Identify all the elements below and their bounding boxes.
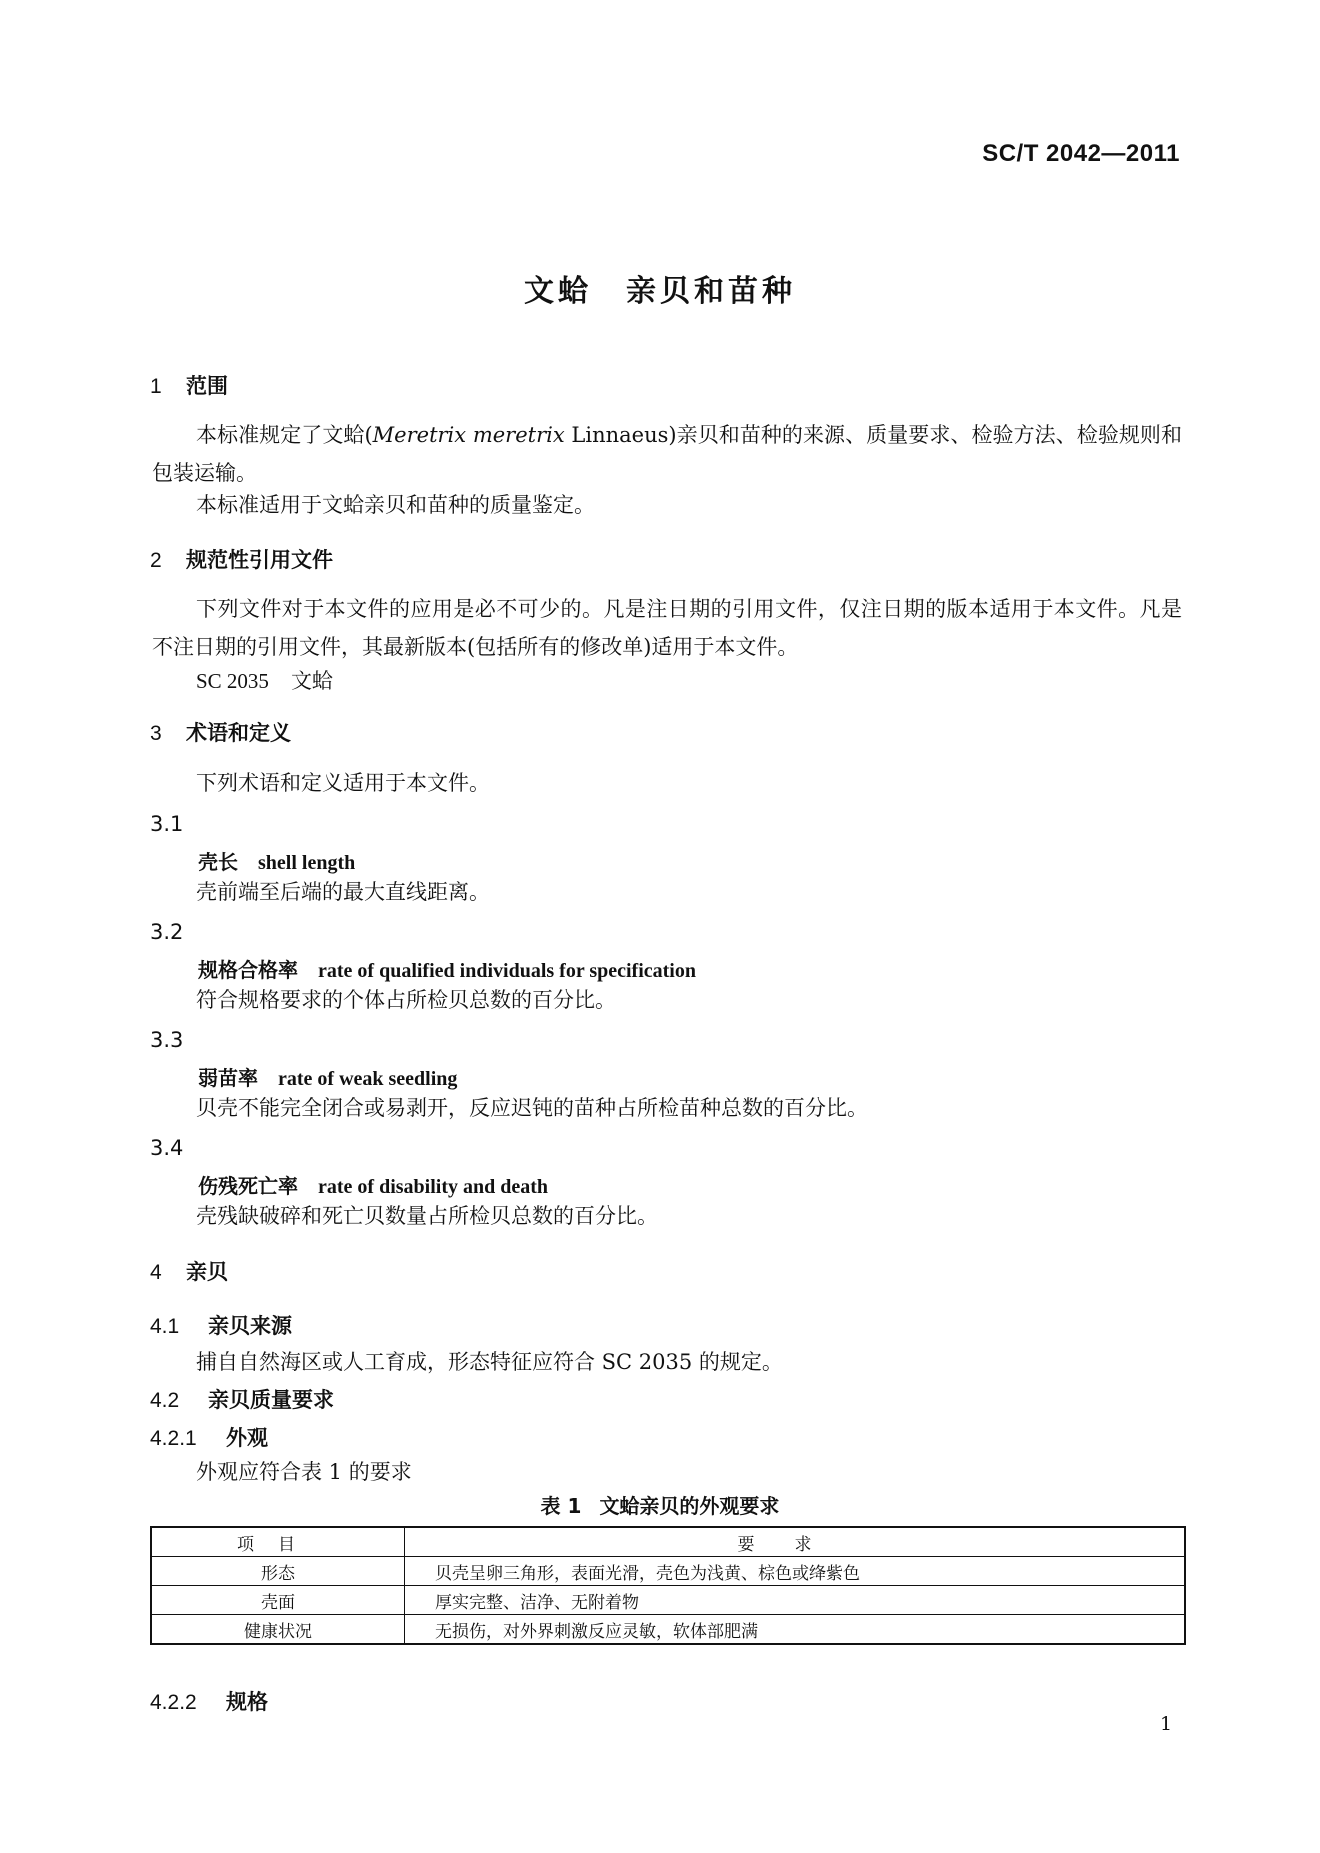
term-3-2-definition: 符合规格要求的个体占所检贝总数的百分比。 <box>196 988 616 1012</box>
section-4-heading: 4 亲贝 <box>150 1260 228 1284</box>
table-row: 壳面 厚实完整、洁净、无附着物 <box>151 1586 1185 1615</box>
term-3-4-definition: 壳残缺破碎和死亡贝数量占所检贝总数的百分比。 <box>196 1204 658 1228</box>
section-1-paragraph-2: 本标准适用于文蛤亲贝和苗种的质量鉴定。 <box>196 493 595 517</box>
section-4-2-1-paragraph: 外观应符合表 1 的要求 <box>196 1460 412 1484</box>
section-2-heading: 2 规范性引用文件 <box>150 548 333 572</box>
section-1-heading: 1 范围 <box>150 374 228 398</box>
table-1-caption: 表 1 文蛤亲贝的外观要求 <box>540 1494 780 1518</box>
table-row: 形态 贝壳呈卵三角形，表面光滑，壳色为浅黄、棕色或绛紫色 <box>151 1557 1185 1586</box>
section-3-intro: 下列术语和定义适用于本文件。 <box>196 771 490 795</box>
term-3-1-title: 壳长 shell length <box>198 850 356 874</box>
term-3-1-definition: 壳前端至后端的最大直线距离。 <box>196 880 490 904</box>
species-name: Meretrix meretrix <box>372 423 565 447</box>
section-3-heading: 3 术语和定义 <box>150 721 291 745</box>
appearance-requirements-table <box>150 1526 1186 1645</box>
term-3-3-number: 3.3 <box>150 1028 184 1052</box>
table-header-requirement: 要求 <box>405 1527 1186 1557</box>
term-3-4-title: 伤残死亡率 rate of disability and death <box>198 1174 549 1198</box>
term-3-4-number: 3.4 <box>150 1136 184 1160</box>
section-2-paragraph-1: 下列文件对于本文件的应用是必不可少的。凡是注日期的引用文件，仅注日期的版本适用于本文件。凡是不注日期的引用文件，其最新版本(包括所有的修改单)适用于本文件。 <box>152 597 1182 659</box>
table-row: 健康状况 无损伤，对外界刺激反应灵敏，软体部肥满 <box>151 1615 1185 1645</box>
table-header-item: 项目 <box>151 1527 405 1557</box>
section-4-2-1-heading: 4.2.1 外观 <box>150 1426 268 1450</box>
term-3-1-number: 3.1 <box>150 812 184 836</box>
normative-reference: SC 2035 文蛤 <box>196 669 333 693</box>
section-4-1-paragraph: 捕自自然海区或人工育成，形态特征应符合 SC 2035 的规定。 <box>196 1350 783 1374</box>
section-4-2-heading: 4.2 亲贝质量要求 <box>150 1388 334 1412</box>
section-1-paragraph-1: 本标准规定了文蛤(Meretrix meretrix Linnaeus)亲贝和苗种的来源、质量要求、检验方法、检验规则和包装运输。 <box>152 423 1182 485</box>
term-3-2-title: 规格合格率 rate of qualified individuals for specification <box>198 958 696 982</box>
term-3-3-title: 弱苗率 rate of weak seedling <box>198 1066 458 1090</box>
document-title <box>0 266 1320 310</box>
section-4-1-heading: 4.1 亲贝来源 <box>150 1314 292 1338</box>
page-number: 1 <box>1160 1713 1173 1735</box>
table-header-row <box>151 1527 1185 1557</box>
title-part-1: 文蛤 <box>524 274 592 309</box>
term-3-2-number: 3.2 <box>150 920 184 944</box>
title-part-2: 亲贝和苗种 <box>626 274 796 309</box>
section-4-2-2-heading: 4.2.2 规格 <box>150 1690 268 1714</box>
standard-code: SC/T 2042—2011 <box>982 140 1180 167</box>
term-3-3-definition: 贝壳不能完全闭合或易剥开，反应迟钝的苗种占所检苗种总数的百分比。 <box>196 1096 868 1120</box>
